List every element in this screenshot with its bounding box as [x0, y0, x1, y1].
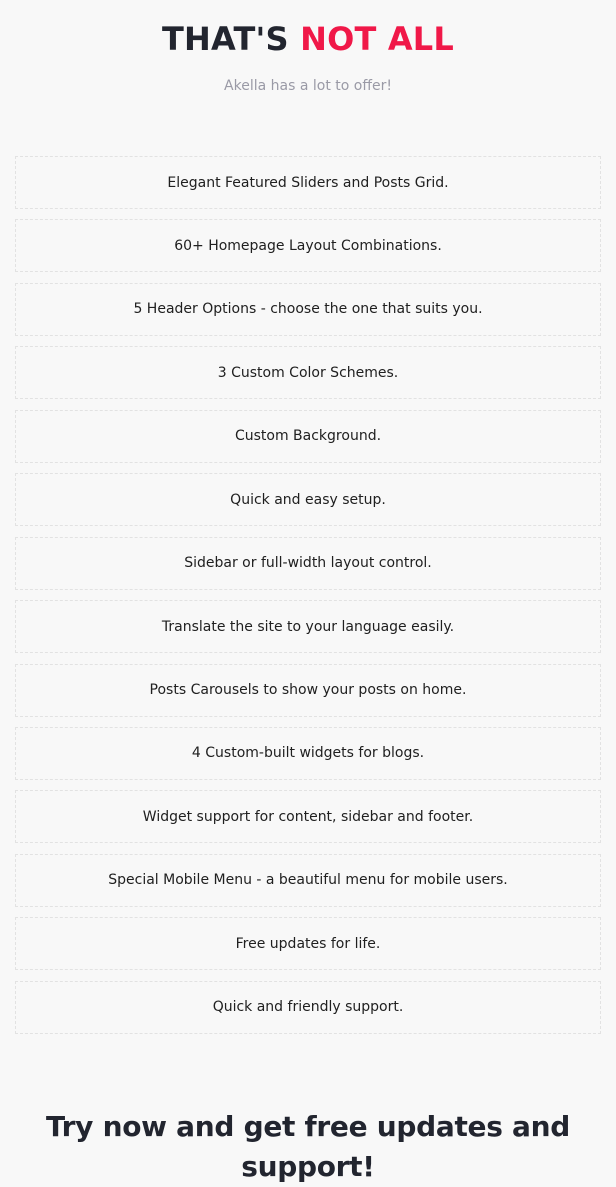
feature-item [15, 410, 601, 463]
feature-item [15, 537, 601, 590]
feature-label: Custom Background. [234, 428, 382, 445]
feature-label: 60+ Homepage Layout Combinations. [174, 237, 442, 254]
feature-label: Widget support for content, sidebar and footer. [142, 808, 474, 825]
section-subtitle: Akella has a lot to offer! [224, 78, 392, 94]
feature-label: Special Mobile Menu - a beautiful menu for mobile users. [108, 872, 508, 889]
feature-item [15, 283, 601, 336]
feature-label: Quick and friendly support. [212, 999, 404, 1016]
feature-label: Elegant Featured Sliders and Posts Grid. [167, 174, 449, 191]
feature-label: Sidebar or full-width layout control. [184, 555, 432, 572]
feature-label: Translate the site to your language easily. [161, 618, 455, 635]
feature-item [15, 156, 601, 209]
feature-item [15, 917, 601, 970]
feature-label: 4 Custom-built widgets for blogs. [191, 745, 425, 762]
feature-item [15, 219, 601, 272]
feature-item [15, 600, 601, 653]
feature-item [15, 981, 601, 1034]
feature-item [15, 854, 601, 907]
feature-label: Posts Carousels to show your posts on home. [149, 682, 467, 698]
feature-label: Free updates for life. [235, 935, 381, 952]
section-heading [0, 19, 616, 59]
feature-item [15, 473, 601, 526]
feature-label: Quick and easy setup. [230, 491, 386, 508]
heading-prefix: THAT'S [161, 20, 301, 58]
feature-item [15, 346, 601, 399]
feature-list [15, 156, 601, 1044]
feature-label: 5 Header Options - choose the one that suits you. [133, 301, 483, 318]
feature-label: 3 Custom Color Schemes. [217, 364, 399, 381]
feature-item [15, 727, 601, 780]
heading-accent: NOT ALL [300, 20, 454, 58]
feature-item [15, 790, 601, 843]
feature-item [15, 664, 601, 717]
cta-heading: Try now and get free updates and support! [45, 1110, 571, 1183]
